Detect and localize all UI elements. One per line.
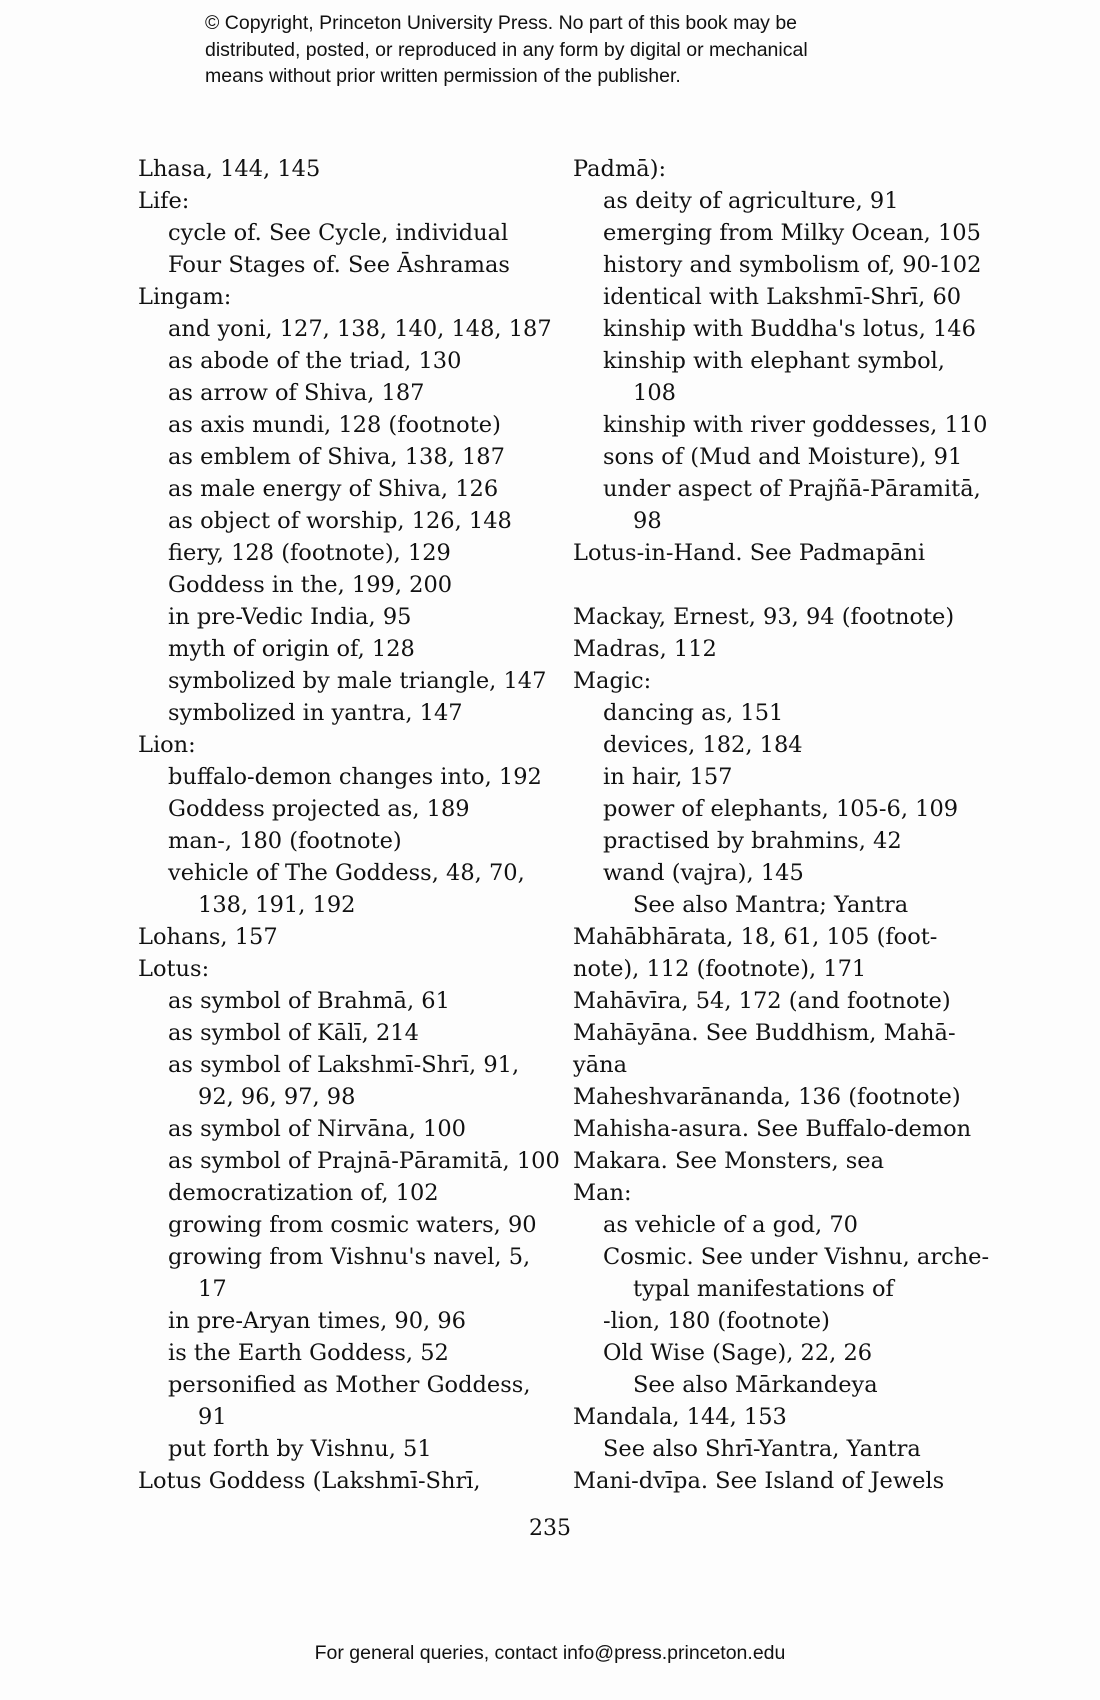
index-entry: Lohans, 157 bbox=[138, 924, 278, 950]
index-entry: in pre-Aryan times, 90, 96 bbox=[168, 1308, 466, 1334]
index-entry: as axis mundi, 128 (footnote) bbox=[168, 412, 501, 438]
index-entry: history and symbolism of, 90-102 bbox=[603, 252, 982, 278]
index-entry: as male energy of Shiva, 126 bbox=[168, 476, 499, 502]
index-entry: typal manifestations of bbox=[633, 1276, 894, 1302]
index-entry: as abode of the triad, 130 bbox=[168, 348, 462, 374]
index-entry: cycle of. See Cycle, individual bbox=[168, 220, 509, 246]
index-entry: kinship with river goddesses, 110 bbox=[603, 412, 988, 438]
page-number: 235 bbox=[529, 1516, 571, 1541]
footer-contact: For general queries, contact info@press.princeton.edu bbox=[314, 1642, 786, 1664]
index-entry: Four Stages of. See Āshramas bbox=[168, 252, 510, 278]
index-entry: 108 bbox=[633, 380, 676, 406]
index-entry: yāna bbox=[573, 1052, 628, 1078]
index-entry: fiery, 128 (footnote), 129 bbox=[168, 540, 451, 566]
index-entry: Goddess projected as, 189 bbox=[168, 796, 470, 822]
index-entry: 98 bbox=[633, 508, 662, 534]
index-entry: Cosmic. See under Vishnu, arche- bbox=[603, 1244, 990, 1270]
index-entry: identical with Lakshmī-Shrī, 60 bbox=[603, 284, 962, 310]
index-entry: as symbol of Prajnā-Pāramitā, 100 bbox=[168, 1148, 560, 1174]
index-entry bbox=[573, 569, 983, 601]
index-entry: Mahisha-asura. See Buffalo-demon bbox=[573, 1116, 972, 1142]
index-entry: as emblem of Shiva, 138, 187 bbox=[168, 444, 505, 470]
index-entry: devices, 182, 184 bbox=[603, 732, 803, 758]
index-entry: 92, 96, 97, 98 bbox=[198, 1084, 356, 1110]
index-entry: is the Earth Goddess, 52 bbox=[168, 1340, 449, 1366]
index-entry: man-, 180 (footnote) bbox=[168, 828, 402, 854]
index-entry: Lotus: bbox=[138, 956, 210, 982]
index-entry: growing from cosmic waters, 90 bbox=[168, 1212, 537, 1238]
index-entry: See also Mantra; Yantra bbox=[633, 892, 909, 918]
index-entry: power of elephants, 105-6, 109 bbox=[603, 796, 959, 822]
index-entry: emerging from Milky Ocean, 105 bbox=[603, 220, 981, 246]
index-entry: Lotus Goddess (Lakshmī-Shrī, bbox=[138, 1468, 481, 1494]
index-entry: Padmā): bbox=[573, 156, 667, 182]
index-entry: as symbol of Lakshmī-Shrī, 91, bbox=[168, 1052, 520, 1078]
index-entry: as object of worship, 126, 148 bbox=[168, 508, 512, 534]
index-entry: Mahāyāna. See Buddhism, Mahā- bbox=[573, 1020, 956, 1046]
index-entry: wand (vajra), 145 bbox=[603, 860, 804, 886]
index-entry: dancing as, 151 bbox=[603, 700, 784, 726]
index-entry: as deity of agriculture, 91 bbox=[603, 188, 899, 214]
index-entry: and yoni, 127, 138, 140, 148, 187 bbox=[168, 316, 552, 342]
index-entry: kinship with Buddha's lotus, 146 bbox=[603, 316, 976, 342]
index-entry: Lion: bbox=[138, 732, 196, 758]
index-column-right bbox=[573, 153, 990, 1497]
index-entry: Lingam: bbox=[138, 284, 232, 310]
index-entry: Mackay, Ernest, 93, 94 (footnote) bbox=[573, 604, 955, 630]
index-entry: sons of (Mud and Moisture), 91 bbox=[603, 444, 963, 470]
index-entry: as arrow of Shiva, 187 bbox=[168, 380, 425, 406]
index-entry: See also Mārkandeya bbox=[633, 1372, 878, 1398]
index-entry: Life: bbox=[138, 188, 190, 214]
index-entry: in pre-Vedic India, 95 bbox=[168, 604, 412, 630]
index-entry: 17 bbox=[198, 1276, 227, 1302]
index-entry: Mahāvīra, 54, 172 (and footnote) bbox=[573, 988, 951, 1014]
index-entry: myth of origin of, 128 bbox=[168, 636, 415, 662]
index-entry: Maheshvarānanda, 136 (footnote) bbox=[573, 1084, 961, 1110]
index-entry: Mahābhārata, 18, 61, 105 (foot- bbox=[573, 924, 938, 950]
index-entry: Lhasa, 144, 145 bbox=[138, 156, 321, 182]
index-entry: Man: bbox=[573, 1180, 632, 1206]
index-entry: Magic: bbox=[573, 668, 652, 694]
index-entry: as symbol of Brahmā, 61 bbox=[168, 988, 450, 1014]
index-entry: See also Shrī-Yantra, Yantra bbox=[603, 1436, 921, 1462]
index-column-left bbox=[138, 153, 560, 1497]
copyright-line: distributed, posted, or reproduced in any form by digital or mechanical bbox=[205, 38, 808, 61]
index-entry: note), 112 (footnote), 171 bbox=[573, 956, 867, 982]
index-entry: -lion, 180 (footnote) bbox=[603, 1308, 830, 1334]
index-entry: as symbol of Nirvāna, 100 bbox=[168, 1116, 466, 1142]
index-entry: under aspect of Prajñā-Pāramitā, bbox=[603, 476, 981, 502]
index-entry: Goddess in the, 199, 200 bbox=[168, 572, 453, 598]
index-entry: Makara. See Monsters, sea bbox=[573, 1148, 885, 1174]
index-entry: symbolized in yantra, 147 bbox=[168, 700, 463, 726]
index-entry: symbolized by male triangle, 147 bbox=[168, 668, 547, 694]
copyright-line: © Copyright, Princeton University Press. No part of this book may be bbox=[205, 12, 798, 34]
index-entry: vehicle of The Goddess, 48, 70, bbox=[168, 860, 525, 886]
index-entry: buffalo-demon changes into, 192 bbox=[168, 764, 542, 790]
index-entry: as vehicle of a god, 70 bbox=[603, 1212, 858, 1238]
index-entry: Madras, 112 bbox=[573, 636, 717, 662]
index-entry: kinship with elephant symbol, bbox=[603, 348, 945, 374]
index-entry: practised by brahmins, 42 bbox=[603, 828, 902, 854]
copyright-line: means without prior written permission of the publisher. bbox=[205, 65, 681, 87]
index-entry: as symbol of Kālī, 214 bbox=[168, 1020, 419, 1046]
index-entry: personified as Mother Goddess, bbox=[168, 1372, 531, 1398]
index-entry: 138, 191, 192 bbox=[198, 892, 356, 918]
index-entry: Mandala, 144, 153 bbox=[573, 1404, 787, 1430]
index-entry: democratization of, 102 bbox=[168, 1180, 439, 1206]
index-entry: 91 bbox=[198, 1404, 227, 1430]
index-entry: Lotus-in-Hand. See Padmapāni bbox=[573, 540, 926, 566]
index-entry: in hair, 157 bbox=[603, 764, 733, 790]
index-entry: Old Wise (Sage), 22, 26 bbox=[603, 1340, 873, 1366]
index-entry: Mani-dvīpa. See Island of Jewels bbox=[573, 1468, 945, 1494]
index-entry: put forth by Vishnu, 51 bbox=[168, 1436, 432, 1462]
index-entry: growing from Vishnu's navel, 5, bbox=[168, 1244, 531, 1270]
copyright-notice bbox=[205, 10, 925, 90]
